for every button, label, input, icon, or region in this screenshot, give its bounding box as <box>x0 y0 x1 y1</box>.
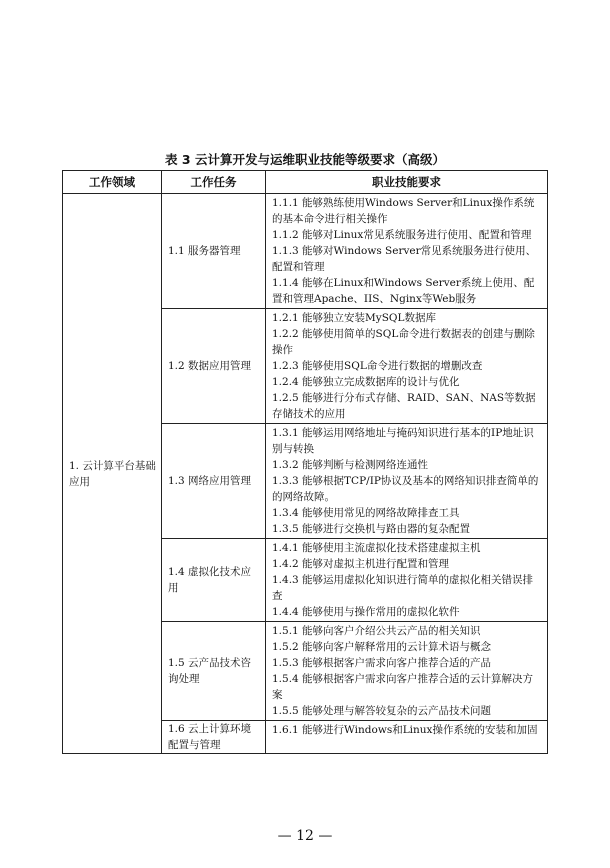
skill-item: 1.5.3 能够根据客户需求向客户推荐合适的产品 <box>272 657 492 669</box>
task-cell: 1.2 数据应用管理 <box>162 309 266 424</box>
skill-item: 1.3.4 能够使用常见的网络故障排查工具 <box>272 507 460 519</box>
task-cell: 1.6 云上计算环境配置与管理 <box>162 721 266 754</box>
table-caption: 表 3 云计算开发与运维职业技能等级要求（高级） <box>165 152 445 167</box>
task-cell: 1.3 网络应用管理 <box>162 424 266 539</box>
skill-item: 1.2.4 能够独立完成数据库的设计与优化 <box>272 376 460 388</box>
header-domain: 工作领域 <box>63 171 162 194</box>
skill-item: 1.5.5 能够处理与解答较复杂的云产品技术问题 <box>272 705 492 717</box>
skill-requirements-table <box>62 170 548 754</box>
task-cell: 1.5 云产品技术咨询处理 <box>162 622 266 721</box>
skills-cell <box>266 721 548 754</box>
skill-item: 1.1.3 能够对Windows Server常见系统服务进行使用、配置和管理 <box>272 245 537 273</box>
skill-item: 1.4.3 能够运用虚拟化知识进行简单的虚拟化相关错误排查 <box>272 574 534 602</box>
skill-item: 1.2.2 能够使用简单的SQL命令进行数据表的创建与删除操作 <box>272 328 535 356</box>
domain-cell: 1. 云计算平台基础应用 <box>63 194 162 754</box>
skill-item: 1.4.4 能够使用与操作常用的虚拟化软件 <box>272 606 460 618</box>
skills-cell <box>266 424 548 539</box>
skills-cell <box>266 539 548 622</box>
skill-item: 1.2.1 能够独立安装MySQL数据库 <box>272 312 437 324</box>
skill-item: 1.2.5 能够进行分布式存储、RAID、SAN、NAS等数据存储技术的应用 <box>272 392 536 420</box>
skill-item: 1.5.1 能够向客户介绍公共云产品的相关知识 <box>272 625 481 637</box>
skill-item: 1.1.2 能够对Linux常见系统服务进行使用、配置和管理 <box>272 229 532 241</box>
skill-item: 1.3.2 能够判断与检测网络连通性 <box>272 459 429 471</box>
skill-item: 1.5.2 能够向客户解释常用的云计算术语与概念 <box>272 641 492 653</box>
task-cell: 1.4 虚拟化技术应用 <box>162 539 266 622</box>
table-row <box>63 194 548 309</box>
header-task: 工作任务 <box>162 171 266 194</box>
table-header-row <box>63 171 548 194</box>
header-skills: 职业技能要求 <box>266 171 548 194</box>
task-cell: 1.1 服务器管理 <box>162 194 266 309</box>
skill-item: 1.3.3 能够根据TCP/IP协议及基本的网络知识排查简单的的网络故障。 <box>272 475 539 503</box>
skill-item: 1.4.1 能够使用主流虚拟化技术搭建虚拟主机 <box>272 542 481 554</box>
skills-cell <box>266 309 548 424</box>
skill-item: 1.4.2 能够对虚拟主机进行配置和管理 <box>272 558 450 570</box>
skill-item: 1.6.1 能够进行Windows和Linux操作系统的安装和加固 <box>272 724 538 736</box>
skill-item: 1.2.3 能够使用SQL命令进行数据的增删改查 <box>272 360 483 372</box>
skill-item: 1.3.1 能够运用网络地址与掩码知识进行基本的IP地址识别与转换 <box>272 427 534 455</box>
skill-item: 1.5.4 能够根据客户需求向客户推荐合适的云计算解决方案 <box>272 673 534 701</box>
skill-item: 1.1.1 能够熟练使用Windows Server和Linux操作系统的基本命令进行相关操作 <box>272 197 535 225</box>
skill-item: 1.1.4 能够在Linux和Windows Server系统上使用、配置和管理Apache、IIS、Nginx等Web服务 <box>272 277 535 305</box>
skills-cell <box>266 194 548 309</box>
skills-cell <box>266 622 548 721</box>
page-number: — 12 — <box>277 828 333 844</box>
skill-item: 1.3.5 能够进行交换机与路由器的复杂配置 <box>272 523 471 535</box>
